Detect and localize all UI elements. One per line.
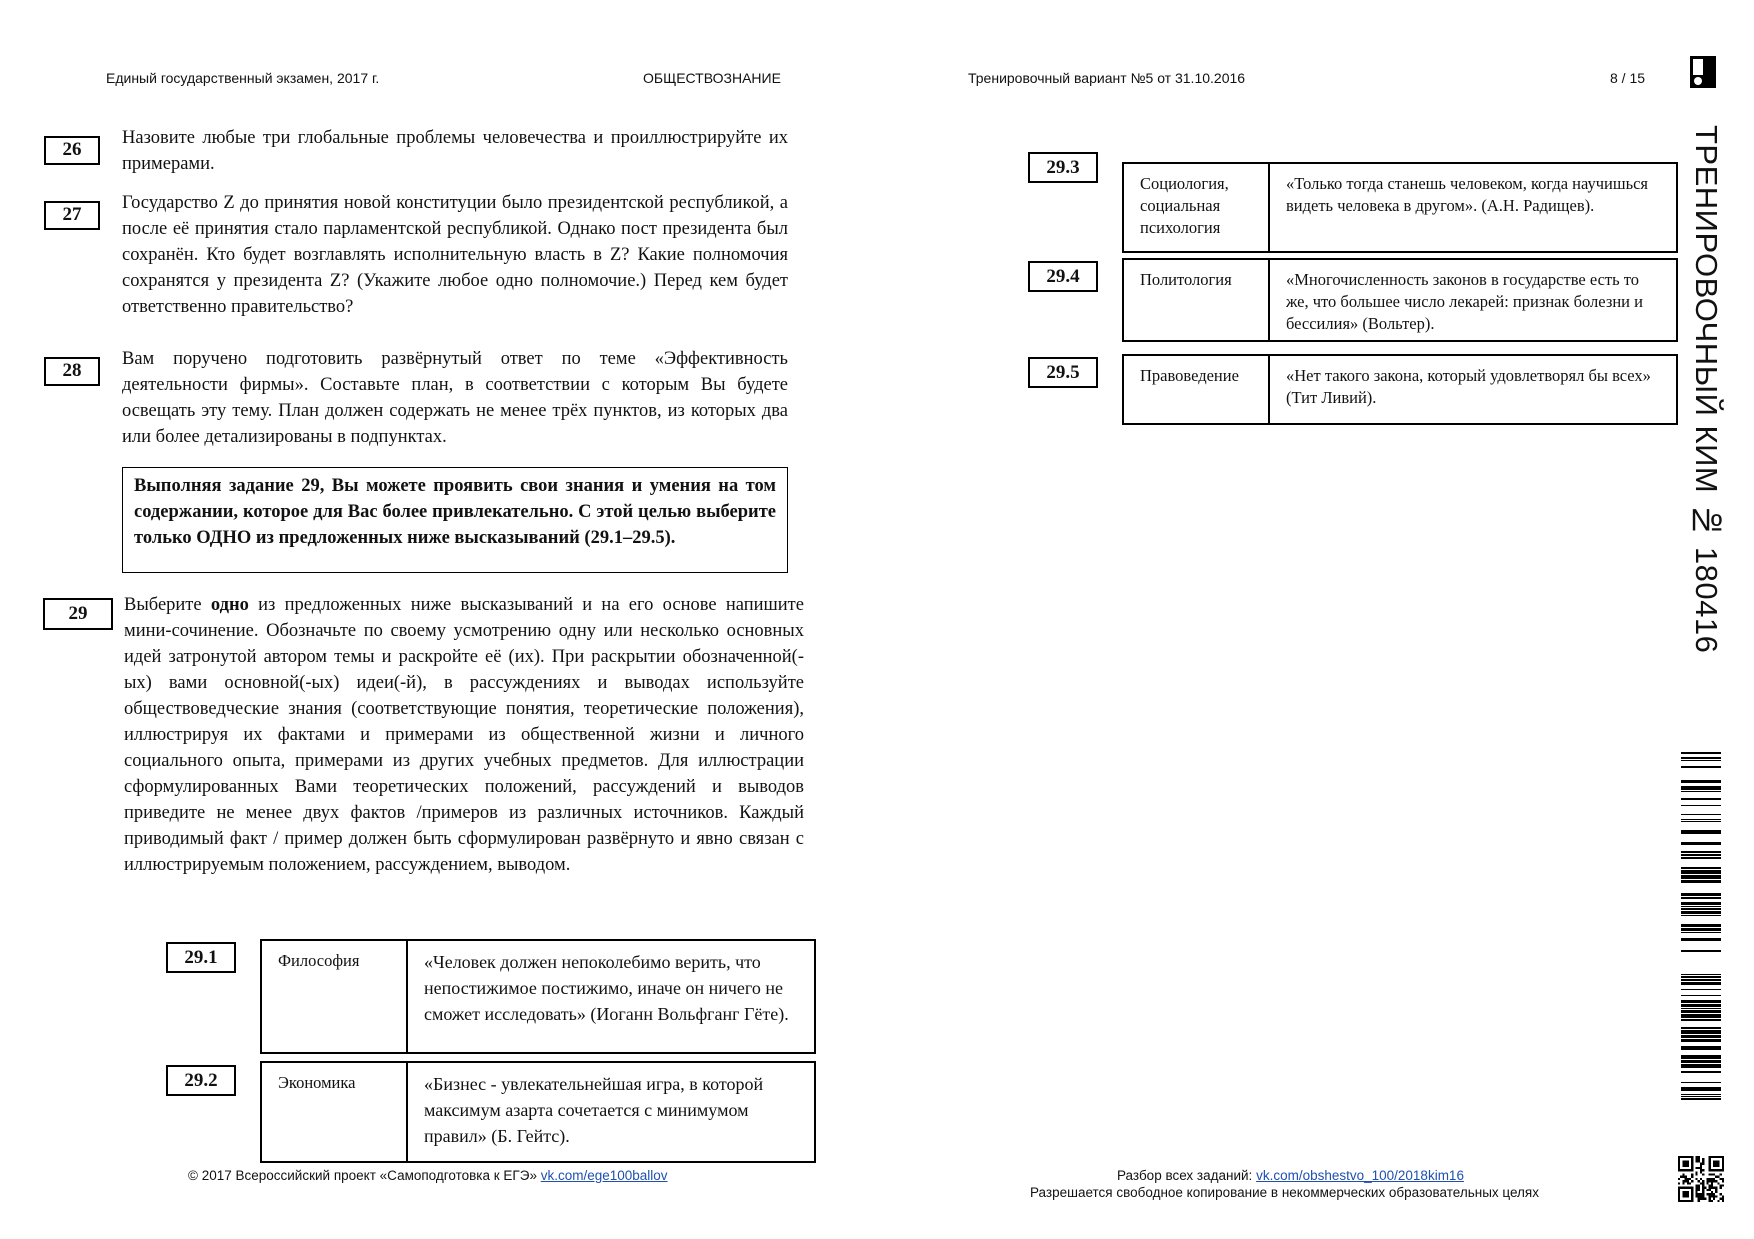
- option-29-1-table: [260, 939, 816, 1054]
- header-variant: Тренировочный вариант №5 от 31.10.2016: [968, 70, 1246, 86]
- option-29-2-quote: «Бизнес - увлекательнейшая игра, в которой максимум азарта сочетается с минимумом правил» (Б. Гейтс).: [424, 1074, 764, 1146]
- option-29-5-table: [1122, 354, 1678, 425]
- option-29-2-table: [260, 1061, 816, 1163]
- barcode-icon: [1681, 752, 1721, 1102]
- question-number-27: 27: [44, 201, 100, 230]
- option-29-5-subject: Правоведение: [1124, 356, 1270, 423]
- footer-link-analysis[interactable]: vk.com/obshestvo_100/2018kim16: [1256, 1168, 1464, 1183]
- footer-copy-permission: Разрешается свободное копирование в некоммерческих образовательных целях: [1030, 1185, 1539, 1200]
- option-29-4-quote: «Многочисленность законов в государстве есть то же, что большее число лекарей: признак болезни и бессилия» (Вольтер).: [1286, 270, 1643, 333]
- header-exam-title: Единый государственный экзамен, 2017 г.: [106, 70, 380, 86]
- header-subject: ОБЩЕСТВОЗНАНИЕ: [643, 70, 781, 86]
- option-29-2-subject: Экономика: [262, 1063, 408, 1161]
- task-29-notice: Выполняя задание 29, Вы можете проявить свои знания и умения на том содержании, которое для Вас более привлекательно. С этой целью выберите только ОДНО из предложенных ниже высказываний (29.1–29.5).: [122, 467, 788, 573]
- option-29-5-quote: «Нет такого закона, который удовлетворял бы всех» (Тит Ливий).: [1286, 366, 1651, 407]
- option-number-29-2: 29.2: [166, 1065, 236, 1096]
- q29-lead: Выберите: [124, 595, 211, 615]
- question-27-text: Государство Z до принятия новой конституции было президентской республикой, а после её принятия стало парламентской республикой. Однако пост президента был сохранён. Кто будет возглавлять исполнительную власть в Z? Какие полномочия сохранятся у президента Z? (Укажите любое одно полномочие.) Перед кем будет ответственно правительство?: [122, 193, 788, 317]
- option-number-29-1: 29.1: [166, 942, 236, 973]
- question-28-text: Вам поручено подготовить развёрнутый ответ по теме «Эффективность деятельности фирмы». Составьте план, в соответствии с которым Вы будете освещать эту тему. План должен содержать не менее трёх пунктов, из которых два или более детализированы в подпунктах.: [122, 349, 788, 447]
- question-number-29: 29: [43, 598, 113, 630]
- header-page-number: 8 / 15: [1610, 70, 1646, 86]
- option-number-29-4: 29.4: [1028, 261, 1098, 292]
- q29-lead-bold: одно: [210, 595, 249, 615]
- footer-copyright: © 2017 Всероссийский проект «Самоподготовка к ЕГЭ»: [188, 1168, 537, 1183]
- option-29-1-quote: «Человек должен непоколебимо верить, что непостижимое постижимо, иначе он ничего не сможет исследовать» (Иоганн Вольфганг Гёте).: [424, 952, 789, 1024]
- question-number-28: 28: [44, 357, 100, 386]
- question-29-text: [124, 592, 804, 878]
- option-29-4-table: [1122, 258, 1678, 342]
- q29-body: из предложенных ниже высказываний и на его основе напишите мини-сочинение. Обозначьте по своему усмотрению одну или несколько основных идей затронутой автором темы и раскройте её (их). При раскрытии обозначенной(-ых) вами основной(-ых) идеи(-й), в рассуждениях и выводах используйте обществоведческие знания (соответствующие понятия, теоретические положения), иллюстрируя их фактами и примерами из общественной жизни и личного социального опыта, примерами из других учебных предметов. Для иллюстрации сформулированных Вами теоретических положений, рассуждений и выводов приведите не менее двух фактов /примеров из различных источников. Каждый приводимый факт / пример должен быть сформулирован развёрнуто и явно связан с иллюстрируемым положением, рассуждением, выводом.: [124, 595, 804, 875]
- ege-logo-icon: [1690, 56, 1716, 88]
- footer-link-ege100[interactable]: vk.com/ege100ballov: [540, 1168, 668, 1183]
- option-29-3-subject: Социология, социальная психология: [1124, 164, 1270, 251]
- footer-left: [188, 1168, 668, 1183]
- footer-analysis-label: Разбор всех заданий:: [1117, 1168, 1253, 1183]
- option-29-1-subject: Философия: [262, 941, 408, 1052]
- question-26-text: Назовите любые три глобальные проблемы человечества и проиллюстрируйте их примерами.: [122, 128, 788, 174]
- option-29-3-table: [1122, 162, 1678, 253]
- option-number-29-5: 29.5: [1028, 357, 1098, 388]
- option-29-3-quote: «Только тогда станешь человеком, когда научишься видеть человека в другом». (А.Н. Радищев).: [1286, 174, 1649, 215]
- qr-code-icon: [1678, 1156, 1724, 1202]
- option-number-29-3: 29.3: [1028, 152, 1098, 183]
- vertical-kim-title: ТРЕНИРОВОЧНЫЙ КИМ № 180416: [1689, 125, 1724, 654]
- footer-right: [1117, 1168, 1464, 1183]
- option-29-4-subject: Политология: [1124, 260, 1270, 340]
- question-number-26: 26: [44, 136, 100, 165]
